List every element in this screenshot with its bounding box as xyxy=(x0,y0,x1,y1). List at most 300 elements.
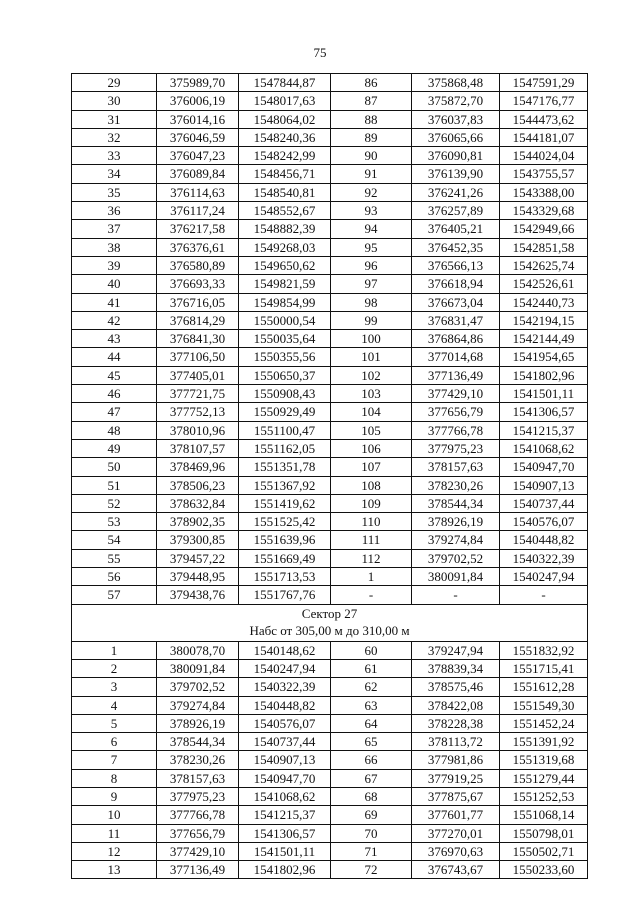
table-cell: 1548242,99 xyxy=(239,147,331,165)
table-cell: 1543755,57 xyxy=(500,165,588,183)
table-cell: 1540148,62 xyxy=(239,641,331,659)
table-cell: 1549650,62 xyxy=(239,256,331,274)
table-row xyxy=(72,421,588,439)
table-cell: 101 xyxy=(331,348,412,366)
table-cell: 1551669,49 xyxy=(239,549,331,567)
coordinates-table xyxy=(71,73,588,879)
table-cell: 378422,08 xyxy=(412,696,500,714)
table-cell: 56 xyxy=(72,568,157,586)
table-cell: 378506,23 xyxy=(157,476,239,494)
table-cell: 376566,13 xyxy=(412,256,500,274)
table-cell: 376743,67 xyxy=(412,861,500,879)
table-cell: 60 xyxy=(331,641,412,659)
table-cell: 46 xyxy=(72,385,157,403)
table-cell: 47 xyxy=(72,403,157,421)
table-cell: 376114,63 xyxy=(157,183,239,201)
table-cell: 107 xyxy=(331,458,412,476)
table-cell: 376970,63 xyxy=(412,842,500,860)
table-row xyxy=(72,806,588,824)
table-cell: 1551391,92 xyxy=(500,733,588,751)
table-cell: 376814,29 xyxy=(157,311,239,329)
table-cell: 1541306,57 xyxy=(239,824,331,842)
table-row xyxy=(72,641,588,659)
table-cell: 377975,23 xyxy=(157,787,239,805)
table-row xyxy=(72,714,588,732)
table-cell: 93 xyxy=(331,202,412,220)
table-cell: 1551715,41 xyxy=(500,659,588,677)
table-cell: 68 xyxy=(331,787,412,805)
table-cell: 1550355,56 xyxy=(239,348,331,366)
table-cell: 378113,72 xyxy=(412,733,500,751)
table-cell: 44 xyxy=(72,348,157,366)
table-cell: 376580,89 xyxy=(157,256,239,274)
table-cell: 1540737,44 xyxy=(239,733,331,751)
table-cell: 377270,01 xyxy=(412,824,500,842)
table-cell: 377919,25 xyxy=(412,769,500,787)
table-cell: 94 xyxy=(331,220,412,238)
table-cell: 1544473,62 xyxy=(500,110,588,128)
table-cell: 377136,49 xyxy=(157,861,239,879)
table-cell: 111 xyxy=(331,531,412,549)
table-cell: 1541068,62 xyxy=(239,787,331,805)
table-cell: 95 xyxy=(331,238,412,256)
section-subtitle: Набс от 305,00 м до 310,00 м xyxy=(249,622,410,638)
table-cell: 50 xyxy=(72,458,157,476)
table-cell: - xyxy=(412,586,500,604)
table-cell: 43 xyxy=(72,330,157,348)
table-cell: 52 xyxy=(72,494,157,512)
table-cell: 1548064,02 xyxy=(239,110,331,128)
table-cell: 1541215,37 xyxy=(500,421,588,439)
table-cell: 7 xyxy=(72,751,157,769)
table-cell: 31 xyxy=(72,110,157,128)
table-cell: 30 xyxy=(72,92,157,110)
table-cell: 1541802,96 xyxy=(239,861,331,879)
table-row xyxy=(72,220,588,238)
table-cell: 378230,26 xyxy=(157,751,239,769)
table-cell: 1551639,96 xyxy=(239,531,331,549)
table-row xyxy=(72,531,588,549)
table-cell: 378157,63 xyxy=(412,458,500,476)
table-row xyxy=(72,256,588,274)
table-cell: 1550908,43 xyxy=(239,385,331,403)
table-cell: 98 xyxy=(331,293,412,311)
table-cell: 1540247,94 xyxy=(239,659,331,677)
table-cell: 376037,83 xyxy=(412,110,500,128)
table-cell: 1551100,47 xyxy=(239,421,331,439)
table-row xyxy=(72,458,588,476)
table-cell: 376014,16 xyxy=(157,110,239,128)
table-cell: 104 xyxy=(331,403,412,421)
table-cell: 378839,34 xyxy=(412,659,500,677)
table-cell: 99 xyxy=(331,311,412,329)
table-cell: 87 xyxy=(331,92,412,110)
table-cell: 40 xyxy=(72,275,157,293)
table-cell: 13 xyxy=(72,861,157,879)
table-cell: 36 xyxy=(72,202,157,220)
table-cell: 70 xyxy=(331,824,412,842)
table-cell: 1541215,37 xyxy=(239,806,331,824)
table-cell: 377766,78 xyxy=(157,806,239,824)
table-cell: 63 xyxy=(331,696,412,714)
table-cell: 1540907,13 xyxy=(500,476,588,494)
table-row xyxy=(72,586,588,604)
table-cell: 1549268,03 xyxy=(239,238,331,256)
table-row xyxy=(72,696,588,714)
table-cell: 377975,23 xyxy=(412,439,500,457)
table-cell: 380091,84 xyxy=(412,568,500,586)
table-cell: 1548017,63 xyxy=(239,92,331,110)
table-cell: 376673,04 xyxy=(412,293,500,311)
table-row xyxy=(72,74,588,92)
table-cell: 378469,96 xyxy=(157,458,239,476)
table-cell: 103 xyxy=(331,385,412,403)
page-number: 75 xyxy=(313,45,327,60)
table-cell: 42 xyxy=(72,311,157,329)
table-cell: 378157,63 xyxy=(157,769,239,787)
table-cell: 1550798,01 xyxy=(500,824,588,842)
table-cell: 55 xyxy=(72,549,157,567)
table-cell: 377601,77 xyxy=(412,806,500,824)
table-cell: 379438,76 xyxy=(157,586,239,604)
table-cell: 380091,84 xyxy=(157,659,239,677)
table-cell: 61 xyxy=(331,659,412,677)
table-cell: 92 xyxy=(331,183,412,201)
table-cell: 1542144,49 xyxy=(500,330,588,348)
table-cell: - xyxy=(331,586,412,604)
table-cell: 91 xyxy=(331,165,412,183)
table-cell: 57 xyxy=(72,586,157,604)
table-cell: 379274,84 xyxy=(412,531,500,549)
table-cell: 1551252,53 xyxy=(500,787,588,805)
table-row xyxy=(72,366,588,384)
table-cell: 376831,47 xyxy=(412,311,500,329)
table-cell: 2 xyxy=(72,659,157,677)
table-cell: 109 xyxy=(331,494,412,512)
table-cell: 10 xyxy=(72,806,157,824)
table-cell: 1543329,68 xyxy=(500,202,588,220)
table-cell: 379702,52 xyxy=(157,678,239,696)
table-row xyxy=(72,128,588,146)
table-cell: - xyxy=(500,586,588,604)
table-cell: 1550502,71 xyxy=(500,842,588,860)
table-cell: 11 xyxy=(72,824,157,842)
table-cell: 378544,34 xyxy=(412,494,500,512)
table-cell: 51 xyxy=(72,476,157,494)
table-cell: 110 xyxy=(331,513,412,531)
table-row xyxy=(72,330,588,348)
table-cell: 5 xyxy=(72,714,157,732)
table-cell: 66 xyxy=(331,751,412,769)
table-cell: 1540448,82 xyxy=(239,696,331,714)
table-cell: 1540247,94 xyxy=(500,568,588,586)
table-cell: 1540576,07 xyxy=(500,513,588,531)
table-cell: 108 xyxy=(331,476,412,494)
table-cell: 1550929,49 xyxy=(239,403,331,421)
table-cell: 48 xyxy=(72,421,157,439)
table-cell: 1547176,77 xyxy=(500,92,588,110)
table-cell: 12 xyxy=(72,842,157,860)
table-cell: 1551319,68 xyxy=(500,751,588,769)
table-row xyxy=(72,439,588,457)
table-cell: 1540322,39 xyxy=(239,678,331,696)
table-cell: 378632,84 xyxy=(157,494,239,512)
table-cell: 376065,66 xyxy=(412,128,500,146)
table-cell: 1551068,14 xyxy=(500,806,588,824)
table-cell: 64 xyxy=(331,714,412,732)
table-cell: 378926,19 xyxy=(157,714,239,732)
table-cell: 67 xyxy=(331,769,412,787)
table-cell: 378926,19 xyxy=(412,513,500,531)
table-cell: 29 xyxy=(72,74,157,92)
table-cell: 376047,23 xyxy=(157,147,239,165)
table-cell: 37 xyxy=(72,220,157,238)
table-cell: 32 xyxy=(72,128,157,146)
table-cell: 72 xyxy=(331,861,412,879)
table-cell: 4 xyxy=(72,696,157,714)
table-cell: 376090,81 xyxy=(412,147,500,165)
table-cell: 96 xyxy=(331,256,412,274)
table-cell: 102 xyxy=(331,366,412,384)
table-row xyxy=(72,733,588,751)
table-cell: 1 xyxy=(72,641,157,659)
table-cell: 376693,33 xyxy=(157,275,239,293)
table-cell: 1542194,15 xyxy=(500,311,588,329)
table-cell: 35 xyxy=(72,183,157,201)
table-cell: 1541954,65 xyxy=(500,348,588,366)
table-cell: 1542851,58 xyxy=(500,238,588,256)
table-cell: 1551351,78 xyxy=(239,458,331,476)
table-cell: 71 xyxy=(331,842,412,860)
table-cell: 1551832,92 xyxy=(500,641,588,659)
table-cell: 376139,90 xyxy=(412,165,500,183)
table-cell: 49 xyxy=(72,439,157,457)
table-cell: 1540737,44 xyxy=(500,494,588,512)
table-cell: 88 xyxy=(331,110,412,128)
table-cell: 1551767,76 xyxy=(239,586,331,604)
table-cell: 377429,10 xyxy=(157,842,239,860)
table-cell: 376217,58 xyxy=(157,220,239,238)
table-cell: 1551419,62 xyxy=(239,494,331,512)
table-cell: 105 xyxy=(331,421,412,439)
table-cell: 376452,35 xyxy=(412,238,500,256)
table-cell: 377136,49 xyxy=(412,366,500,384)
table-cell: 1551279,44 xyxy=(500,769,588,787)
table-cell: 1542526,61 xyxy=(500,275,588,293)
table-row xyxy=(72,678,588,696)
table-cell: 379247,94 xyxy=(412,641,500,659)
table-cell: 1540448,82 xyxy=(500,531,588,549)
table-cell: 376716,05 xyxy=(157,293,239,311)
table-cell: 377014,68 xyxy=(412,348,500,366)
table-cell: 1547844,87 xyxy=(239,74,331,92)
table-cell: 1550650,37 xyxy=(239,366,331,384)
table-row xyxy=(72,824,588,842)
table-cell: 375872,70 xyxy=(412,92,500,110)
table-cell: 53 xyxy=(72,513,157,531)
table-cell: 379457,22 xyxy=(157,549,239,567)
table-row xyxy=(72,842,588,860)
table-cell: 3 xyxy=(72,678,157,696)
table-cell: 9 xyxy=(72,787,157,805)
table-cell: 377656,79 xyxy=(157,824,239,842)
table-cell: 1540947,70 xyxy=(500,458,588,476)
table-cell: 1540947,70 xyxy=(239,769,331,787)
table-cell: 1544024,04 xyxy=(500,147,588,165)
table-cell: 377656,79 xyxy=(412,403,500,421)
table-cell: 377875,67 xyxy=(412,787,500,805)
table-cell: 378010,96 xyxy=(157,421,239,439)
table-cell: 376257,89 xyxy=(412,202,500,220)
table-row xyxy=(72,403,588,421)
table-cell: 1541068,62 xyxy=(500,439,588,457)
table-row xyxy=(72,476,588,494)
table-row xyxy=(72,165,588,183)
table-row xyxy=(72,769,588,787)
table-cell: 378902,35 xyxy=(157,513,239,531)
table-cell: 1540322,39 xyxy=(500,549,588,567)
table-cell: 33 xyxy=(72,147,157,165)
table-row xyxy=(72,549,588,567)
table-cell: 1551162,05 xyxy=(239,439,331,457)
table-cell: 375989,70 xyxy=(157,74,239,92)
table-cell: 1543388,00 xyxy=(500,183,588,201)
table-cell: 1549854,99 xyxy=(239,293,331,311)
table-cell: 41 xyxy=(72,293,157,311)
table-cell: 378228,38 xyxy=(412,714,500,732)
table-cell: 378230,26 xyxy=(412,476,500,494)
table-row xyxy=(72,513,588,531)
table-cell: 1549821,59 xyxy=(239,275,331,293)
table-cell: 1541802,96 xyxy=(500,366,588,384)
table-cell: 1542625,74 xyxy=(500,256,588,274)
table-cell: 379448,95 xyxy=(157,568,239,586)
table-cell: 1548552,67 xyxy=(239,202,331,220)
table-cell: 377752,13 xyxy=(157,403,239,421)
table-cell: 69 xyxy=(331,806,412,824)
table-cell: 376006,19 xyxy=(157,92,239,110)
table-cell: 86 xyxy=(331,74,412,92)
table-row xyxy=(72,202,588,220)
table-row xyxy=(72,751,588,769)
table-cell: 376376,61 xyxy=(157,238,239,256)
table-cell: 376117,24 xyxy=(157,202,239,220)
table-cell: 112 xyxy=(331,549,412,567)
table-cell: 376089,84 xyxy=(157,165,239,183)
table-row xyxy=(72,787,588,805)
table-cell: 1541306,57 xyxy=(500,403,588,421)
table-row xyxy=(72,293,588,311)
section-header xyxy=(72,604,588,641)
table-cell: 377405,01 xyxy=(157,366,239,384)
table-cell: 54 xyxy=(72,531,157,549)
table-cell: 106 xyxy=(331,439,412,457)
table-cell: 90 xyxy=(331,147,412,165)
table-cell: 375868,48 xyxy=(412,74,500,92)
table-cell: 378544,34 xyxy=(157,733,239,751)
table-row xyxy=(72,183,588,201)
table-cell: 377429,10 xyxy=(412,385,500,403)
table-cell: 1544181,07 xyxy=(500,128,588,146)
table-cell: 380078,70 xyxy=(157,641,239,659)
table-row xyxy=(72,275,588,293)
table-cell: 1551452,24 xyxy=(500,714,588,732)
table-row xyxy=(72,311,588,329)
table-cell: 1548882,39 xyxy=(239,220,331,238)
table-cell: 1550035,64 xyxy=(239,330,331,348)
table-row xyxy=(72,659,588,677)
table-cell: 377981,86 xyxy=(412,751,500,769)
table-cell: 377766,78 xyxy=(412,421,500,439)
table-cell: 378107,57 xyxy=(157,439,239,457)
table-cell: 38 xyxy=(72,238,157,256)
table-top-rows xyxy=(72,74,588,605)
table-cell: 1540576,07 xyxy=(239,714,331,732)
table-cell: 1548540,81 xyxy=(239,183,331,201)
table-cell: 1548240,36 xyxy=(239,128,331,146)
table-cell: 6 xyxy=(72,733,157,751)
table-cell: 45 xyxy=(72,366,157,384)
table-cell: 1551549,30 xyxy=(500,696,588,714)
table-cell: 39 xyxy=(72,256,157,274)
table-cell: 1551713,53 xyxy=(239,568,331,586)
table-cell: 1550233,60 xyxy=(500,861,588,879)
table-cell: 1542440,73 xyxy=(500,293,588,311)
table-cell: 97 xyxy=(331,275,412,293)
table-row xyxy=(72,385,588,403)
table-cell: 379300,85 xyxy=(157,531,239,549)
table-cell: 1542949,66 xyxy=(500,220,588,238)
table-cell: 376618,94 xyxy=(412,275,500,293)
table-cell: 376241,26 xyxy=(412,183,500,201)
table-cell: 379274,84 xyxy=(157,696,239,714)
table-row xyxy=(72,861,588,879)
table-row xyxy=(72,568,588,586)
table-cell: 1541501,11 xyxy=(239,842,331,860)
table-cell: 1541501,11 xyxy=(500,385,588,403)
table-cell: 1551612,28 xyxy=(500,678,588,696)
table-cell: 8 xyxy=(72,769,157,787)
table-cell: 1 xyxy=(331,568,412,586)
table-cell: 376864,86 xyxy=(412,330,500,348)
table-cell: 100 xyxy=(331,330,412,348)
table-cell: 34 xyxy=(72,165,157,183)
table-cell: 1548456,71 xyxy=(239,165,331,183)
table-row xyxy=(72,147,588,165)
table-cell: 65 xyxy=(331,733,412,751)
table-row xyxy=(72,92,588,110)
table-cell: 376046,59 xyxy=(157,128,239,146)
table-cell: 377721,75 xyxy=(157,385,239,403)
section-title: Сектор 27 xyxy=(301,606,358,622)
table-cell: 89 xyxy=(331,128,412,146)
table-cell: 379702,52 xyxy=(412,549,500,567)
table-row xyxy=(72,494,588,512)
table-row xyxy=(72,238,588,256)
table-cell: 1547591,29 xyxy=(500,74,588,92)
table-cell: 1551525,42 xyxy=(239,513,331,531)
table-row xyxy=(72,110,588,128)
table-cell: 377106,50 xyxy=(157,348,239,366)
table-cell: 1550000,54 xyxy=(239,311,331,329)
table-bottom-rows xyxy=(72,641,588,879)
table-cell: 1540907,13 xyxy=(239,751,331,769)
table-cell: 376405,21 xyxy=(412,220,500,238)
table-cell: 62 xyxy=(331,678,412,696)
table-cell: 378575,46 xyxy=(412,678,500,696)
table-cell: 376841,30 xyxy=(157,330,239,348)
table-cell: 1551367,92 xyxy=(239,476,331,494)
